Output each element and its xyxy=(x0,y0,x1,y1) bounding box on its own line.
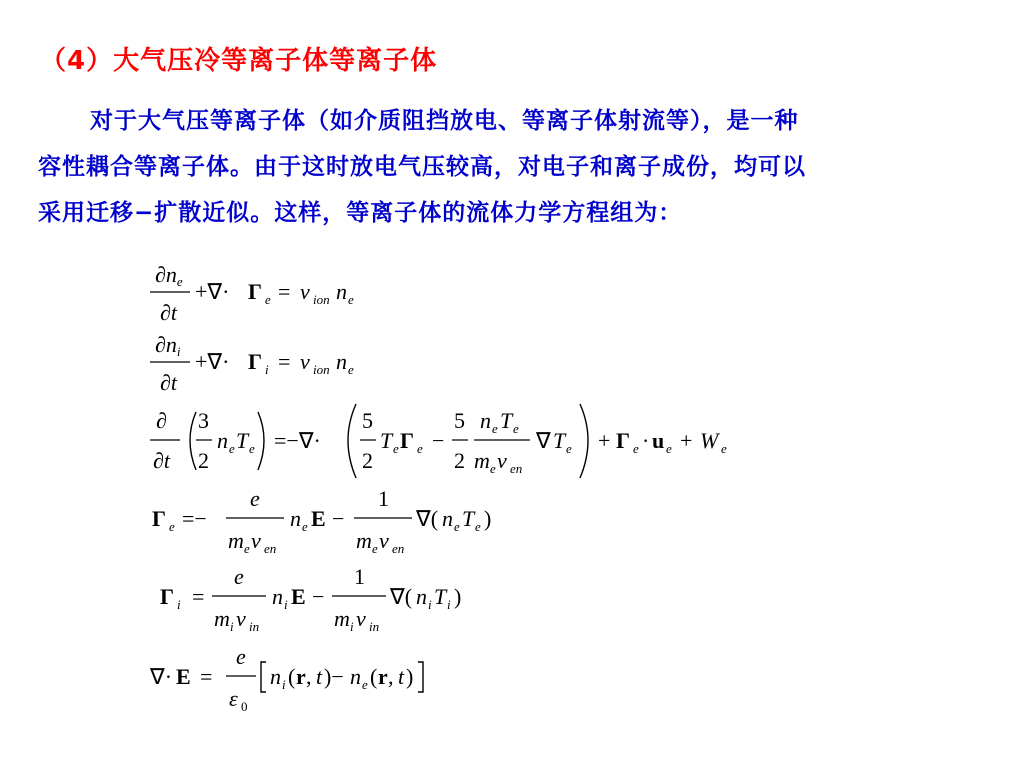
svg-text:e: e xyxy=(236,644,246,669)
svg-text:e: e xyxy=(348,362,354,377)
svg-text:n: n xyxy=(290,506,301,531)
svg-text:n: n xyxy=(336,279,347,304)
svg-text:2: 2 xyxy=(362,448,373,473)
svg-text:e: e xyxy=(348,292,354,307)
svg-text:t: t xyxy=(398,664,405,689)
svg-text:e: e xyxy=(566,441,572,456)
svg-text:∂t: ∂t xyxy=(153,448,170,473)
svg-text:−: − xyxy=(332,506,345,531)
svg-text:5: 5 xyxy=(454,408,465,433)
svg-text:e: e xyxy=(244,541,250,556)
svg-text:n: n xyxy=(442,506,453,531)
svg-text:en: en xyxy=(510,461,523,476)
svg-text:e: e xyxy=(513,421,519,436)
svg-text:n: n xyxy=(217,428,228,453)
svg-text:∇(: ∇( xyxy=(390,584,413,609)
svg-text:=−∇·: =−∇· xyxy=(274,428,321,453)
svg-text:e: e xyxy=(234,564,244,589)
svg-text:n: n xyxy=(416,584,427,609)
svg-text:e: e xyxy=(475,519,481,534)
svg-text:): ) xyxy=(484,506,492,531)
svg-text:=: = xyxy=(200,664,213,689)
svg-text:Γ: Γ xyxy=(248,279,262,304)
svg-text:1: 1 xyxy=(378,486,389,511)
svg-text:e: e xyxy=(633,441,639,456)
svg-text:ν: ν xyxy=(379,528,389,553)
svg-text:−: − xyxy=(312,584,325,609)
svg-text:ν: ν xyxy=(497,448,507,473)
paragraph-line-2: 容性耦合等离子体。由于这时放电气压较高，对电子和离子成份，均可以 xyxy=(38,154,806,180)
svg-text:=: = xyxy=(192,584,205,609)
svg-text:=−: =− xyxy=(182,506,207,531)
svg-text:i: i xyxy=(230,619,234,634)
svg-text:∂t: ∂t xyxy=(160,300,177,325)
svg-text:n: n xyxy=(270,664,281,689)
svg-text:e: e xyxy=(490,461,496,476)
svg-text:2: 2 xyxy=(198,448,209,473)
svg-text:2: 2 xyxy=(454,448,465,473)
svg-text:∂ne: ∂ne xyxy=(155,262,183,289)
svg-text:∇: ∇ xyxy=(536,428,551,453)
svg-text:ν: ν xyxy=(251,528,261,553)
svg-text:(: ( xyxy=(288,664,296,689)
svg-text:,: , xyxy=(388,664,394,689)
svg-text:W: W xyxy=(700,428,719,453)
svg-text:ion: ion xyxy=(313,292,330,307)
svg-text:i: i xyxy=(282,677,286,692)
svg-text:m: m xyxy=(214,606,230,631)
svg-text:=: = xyxy=(278,279,291,304)
svg-text:T: T xyxy=(236,428,249,453)
svg-text:i: i xyxy=(177,597,181,612)
svg-text:n: n xyxy=(272,584,283,609)
svg-text:+∇·: +∇· xyxy=(195,349,230,374)
svg-text:t: t xyxy=(316,664,323,689)
svg-text:,: , xyxy=(306,664,312,689)
svg-text:ε: ε xyxy=(229,686,238,711)
svg-text:Γ: Γ xyxy=(152,506,166,531)
svg-text:e: e xyxy=(169,519,175,534)
svg-text:T: T xyxy=(380,428,393,453)
svg-text:ν: ν xyxy=(300,349,310,374)
svg-text:en: en xyxy=(264,541,277,556)
svg-text:i: i xyxy=(447,597,451,612)
svg-text:e: e xyxy=(721,441,727,456)
svg-text:T: T xyxy=(500,408,513,433)
svg-text:m: m xyxy=(474,448,490,473)
svg-text:−: − xyxy=(432,428,445,453)
svg-text:5: 5 xyxy=(362,408,373,433)
svg-text:r: r xyxy=(378,664,388,689)
svg-text:i: i xyxy=(350,619,354,634)
svg-text:e: e xyxy=(666,441,672,456)
svg-text:Γ: Γ xyxy=(400,428,414,453)
svg-text:∇(: ∇( xyxy=(416,506,439,531)
svg-text:en: en xyxy=(392,541,405,556)
svg-text:∂t: ∂t xyxy=(160,370,177,395)
svg-text:Γ: Γ xyxy=(160,584,174,609)
svg-text:T: T xyxy=(553,428,566,453)
svg-text:Γ: Γ xyxy=(616,428,630,453)
svg-text:m: m xyxy=(334,606,350,631)
svg-text:r: r xyxy=(296,664,306,689)
svg-text:=: = xyxy=(278,349,291,374)
svg-text:∂ni: ∂ni xyxy=(155,332,181,359)
svg-text:e: e xyxy=(417,441,423,456)
svg-text:i: i xyxy=(265,362,269,377)
svg-text:e: e xyxy=(249,441,255,456)
svg-text:∂: ∂ xyxy=(156,408,167,433)
svg-text:m: m xyxy=(356,528,372,553)
paragraph-line-1: 对于大气压等离子体（如介质阻挡放电、等离子体射流等），是一种 xyxy=(90,108,799,134)
svg-text:i: i xyxy=(428,597,432,612)
svg-text:+∇·: +∇· xyxy=(195,279,230,304)
svg-text:ion: ion xyxy=(313,362,330,377)
svg-text:in: in xyxy=(249,619,260,634)
svg-text:∇·: ∇· xyxy=(150,664,173,689)
svg-text:(: ( xyxy=(370,664,378,689)
svg-text:E: E xyxy=(291,584,306,609)
svg-text:1: 1 xyxy=(354,564,365,589)
svg-text:e: e xyxy=(454,519,460,534)
svg-text:e: e xyxy=(393,441,399,456)
svg-text:E: E xyxy=(176,664,191,689)
svg-text:e: e xyxy=(229,441,235,456)
svg-text:in: in xyxy=(369,619,380,634)
svg-text:+: + xyxy=(598,428,611,453)
paragraph-line-3: 采用迁移−扩散近似。这样，等离子体的流体力学方程组为： xyxy=(38,200,683,226)
svg-text:e: e xyxy=(492,421,498,436)
svg-text:e: e xyxy=(265,292,271,307)
svg-text:m: m xyxy=(228,528,244,553)
svg-text:T: T xyxy=(462,506,475,531)
svg-text:): ) xyxy=(406,664,414,689)
svg-text:Γ: Γ xyxy=(248,349,262,374)
svg-text:0: 0 xyxy=(241,699,248,714)
svg-text:u: u xyxy=(652,428,665,453)
svg-text:i: i xyxy=(284,597,288,612)
svg-text:+: + xyxy=(680,428,693,453)
section-heading: （4）大气压冷等离子体等离子体 xyxy=(40,46,438,76)
svg-text:n: n xyxy=(350,664,361,689)
svg-text:ν: ν xyxy=(356,606,366,631)
svg-text:ν: ν xyxy=(236,606,246,631)
svg-text:)−: )− xyxy=(324,664,344,689)
svg-text:e: e xyxy=(250,486,260,511)
svg-text:e: e xyxy=(302,519,308,534)
svg-text:ν: ν xyxy=(300,279,310,304)
svg-text:e: e xyxy=(372,541,378,556)
svg-text:3: 3 xyxy=(198,408,209,433)
svg-text:T: T xyxy=(434,584,447,609)
svg-text:·: · xyxy=(642,428,650,453)
svg-text:E: E xyxy=(311,506,326,531)
svg-text:n: n xyxy=(480,408,491,433)
svg-text:e: e xyxy=(362,677,368,692)
svg-text:n: n xyxy=(336,349,347,374)
svg-text:): ) xyxy=(454,584,462,609)
